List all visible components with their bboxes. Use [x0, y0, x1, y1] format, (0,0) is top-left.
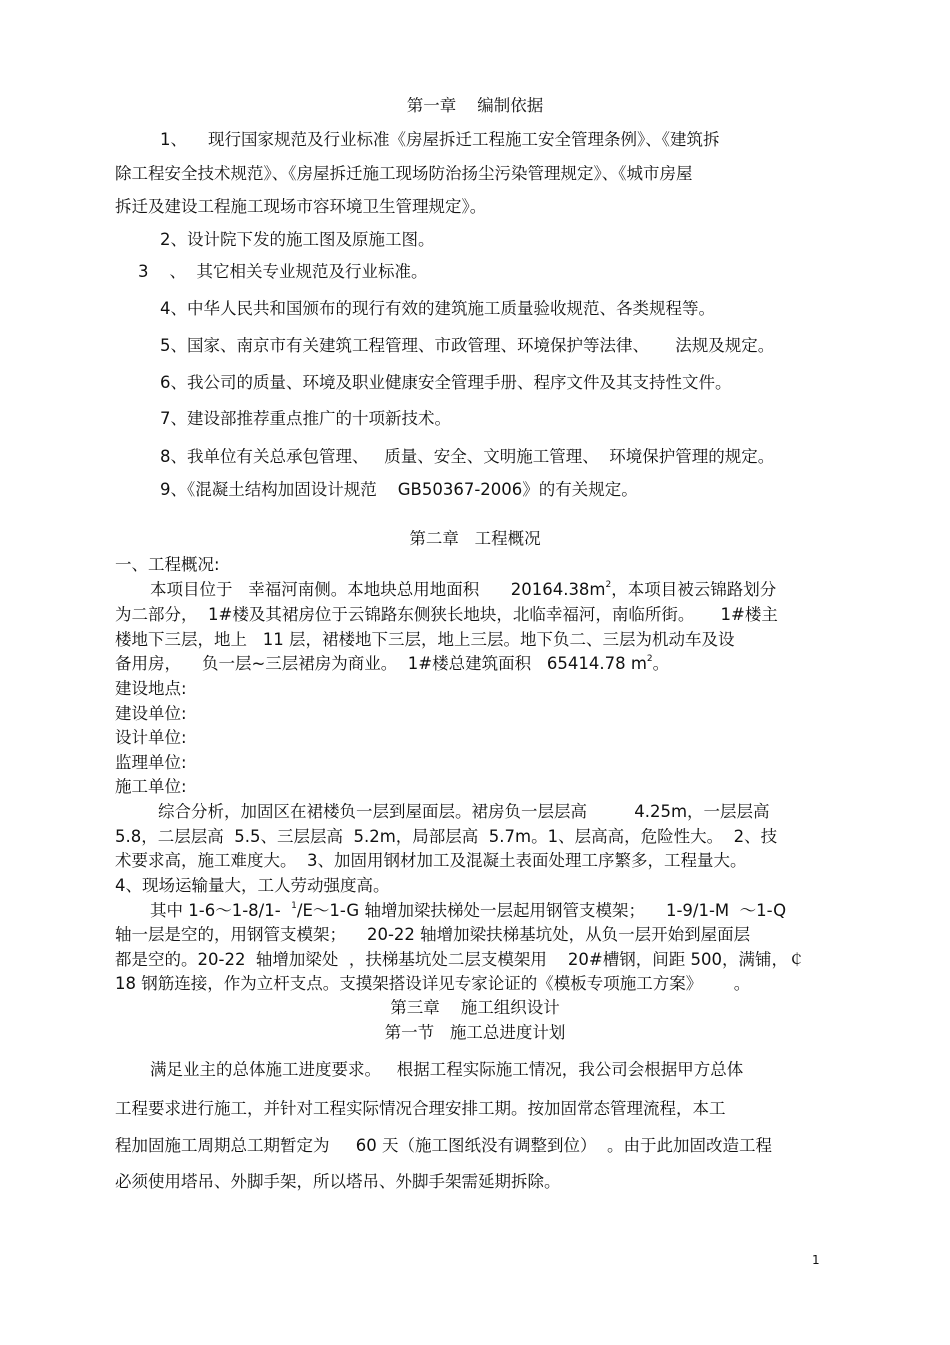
support-line3: 都是空的。20-22 轴增加梁处 ，扶梯基坑处二层支模架用 20#槽钢，间距 500，满铺，￠: [115, 950, 805, 969]
support-line2: 轴一层是空的，用钢管支模架； 20-22 轴增加梁扶梯基坑处，从负一层开始到屋面层: [115, 925, 751, 944]
analysis-line4: 4、现场运输量大，工人劳动强度高。: [115, 876, 390, 895]
ch1-item7: 7、建设部推荐重点推广的十项新技术。: [160, 409, 451, 428]
support-line4: 18 钢筋连接，作为立杆支点。支摸架搭设详见专家论证的《模板专项施工方案》 。: [115, 974, 751, 993]
superscript-2: 2: [605, 580, 612, 590]
superscript-2: 2: [646, 654, 653, 664]
ch1-item4: 4、中华人民共和国颁布的现行有效的建筑施工质量验收规范、各类规程等。: [160, 299, 715, 318]
ch1-item3: 3 、 其它相关专业规范及行业标准。: [138, 262, 428, 281]
ch3-section1-title: 第一节 施工总进度计划: [384, 1023, 566, 1042]
analysis-line1: 综合分析，加固区在裙楼负一层到屋面层。裙房负一层层高 4.25m，一层层高: [158, 802, 770, 821]
ch1-item1-line3: 拆迁及建设工程施工现场市容环境卫生管理规定》。: [115, 197, 487, 216]
ch1-item2: 2、设计院下发的施工图及原施工图。: [160, 230, 435, 249]
ch3-para-line2: 工程要求进行施工，并针对工程实际情况合理安排工期。按加固常态管理流程，本工: [115, 1099, 726, 1118]
ch1-item5: 5、国家、南京市有关建筑工程管理、市政管理、环境保护等法律、 法规及规定。: [160, 336, 775, 355]
ch3-para-line4: 必须使用塔吊、外脚手架，所以塔吊、外脚手架需延期拆除。: [115, 1172, 561, 1191]
chapter3-title: 第三章 施工组织设计: [390, 998, 560, 1017]
ch1-item8: 8、我单位有关总承包管理、 质量、安全、文明施工管理、 环境保护管理的规定。: [160, 447, 775, 466]
field-location: 建设地点:: [115, 679, 187, 698]
page-number: 1: [812, 1253, 820, 1267]
ch3-para-line3: 程加固施工周期总工期暂定为 60 天（施工图纸没有调整到位） 。由于此加固改造工程: [115, 1136, 772, 1155]
ch1-item9: 9、《混凝土结构加固设计规范 GB50367-2006》的有关规定。: [160, 480, 638, 499]
analysis-line3: 术要求高，施工难度大。 3、加固用钢材加工及混凝土表面处理工序繁多，工程量大。: [115, 851, 747, 870]
ch1-item1-line2: 除工程安全技术规范》、《房屋拆迁施工现场防治扬尘污染管理规定》、《城市房屋: [115, 164, 693, 183]
field-contractor: 施工单位:: [115, 777, 187, 796]
chapter2-title: 第二章 工程概况: [409, 529, 541, 548]
ch3-para-line1: 满足业主的总体施工进度要求。 根据工程实际施工情况，我公司会根据甲方总体: [150, 1060, 744, 1079]
ch1-item6: 6、我公司的质量、环境及职业健康安全管理手册、程序文件及其支持性文件。: [160, 373, 732, 392]
chapter1-title: 第一章 编制依据: [406, 96, 544, 115]
superscript-1: 1: [291, 901, 297, 911]
ch1-item1-line1: 1、 现行国家规范及行业标准《房屋拆迁工程施工安全管理条例》、《建筑拆: [160, 130, 720, 149]
field-designer: 设计单位:: [115, 728, 187, 747]
field-supervisor: 监理单位:: [115, 753, 187, 772]
field-owner: 建设单位:: [115, 704, 187, 723]
analysis-line2: 5.8，二层层高 5.5、三层层高 5.2m，局部层高 5.7m。1、层高高，危险性大。 2、技: [115, 827, 778, 846]
support-line1: 其中 1-6～1-8/1- $^1$/E～1-G 轴增加梁扶梯处一层起用钢管支模架； 1-9/1-M ～1-Q: [150, 901, 787, 920]
ch2-section-heading: 一、工程概况:: [115, 555, 220, 574]
ch2-overview-line1: 本项目位于 幸福河南侧。本地块总用地面积 $20164.38m^2$，本项目被云锦路划分: [150, 580, 777, 599]
ch2-overview-line4: 备用房， 负一层~三层裙房为商业。 1#楼总建筑面积 65414.78 $m^2$。: [115, 654, 670, 673]
ch2-overview-line2: 为二部分， 1#楼及其裙房位于云锦路东侧狭长地块，北临幸福河，南临所街。 1#楼主: [115, 605, 778, 624]
ch2-overview-line3: 楼地下三层，地上 11 层，裙楼地下三层，地上三层。地下负二、三层为机动车及设: [115, 630, 735, 649]
